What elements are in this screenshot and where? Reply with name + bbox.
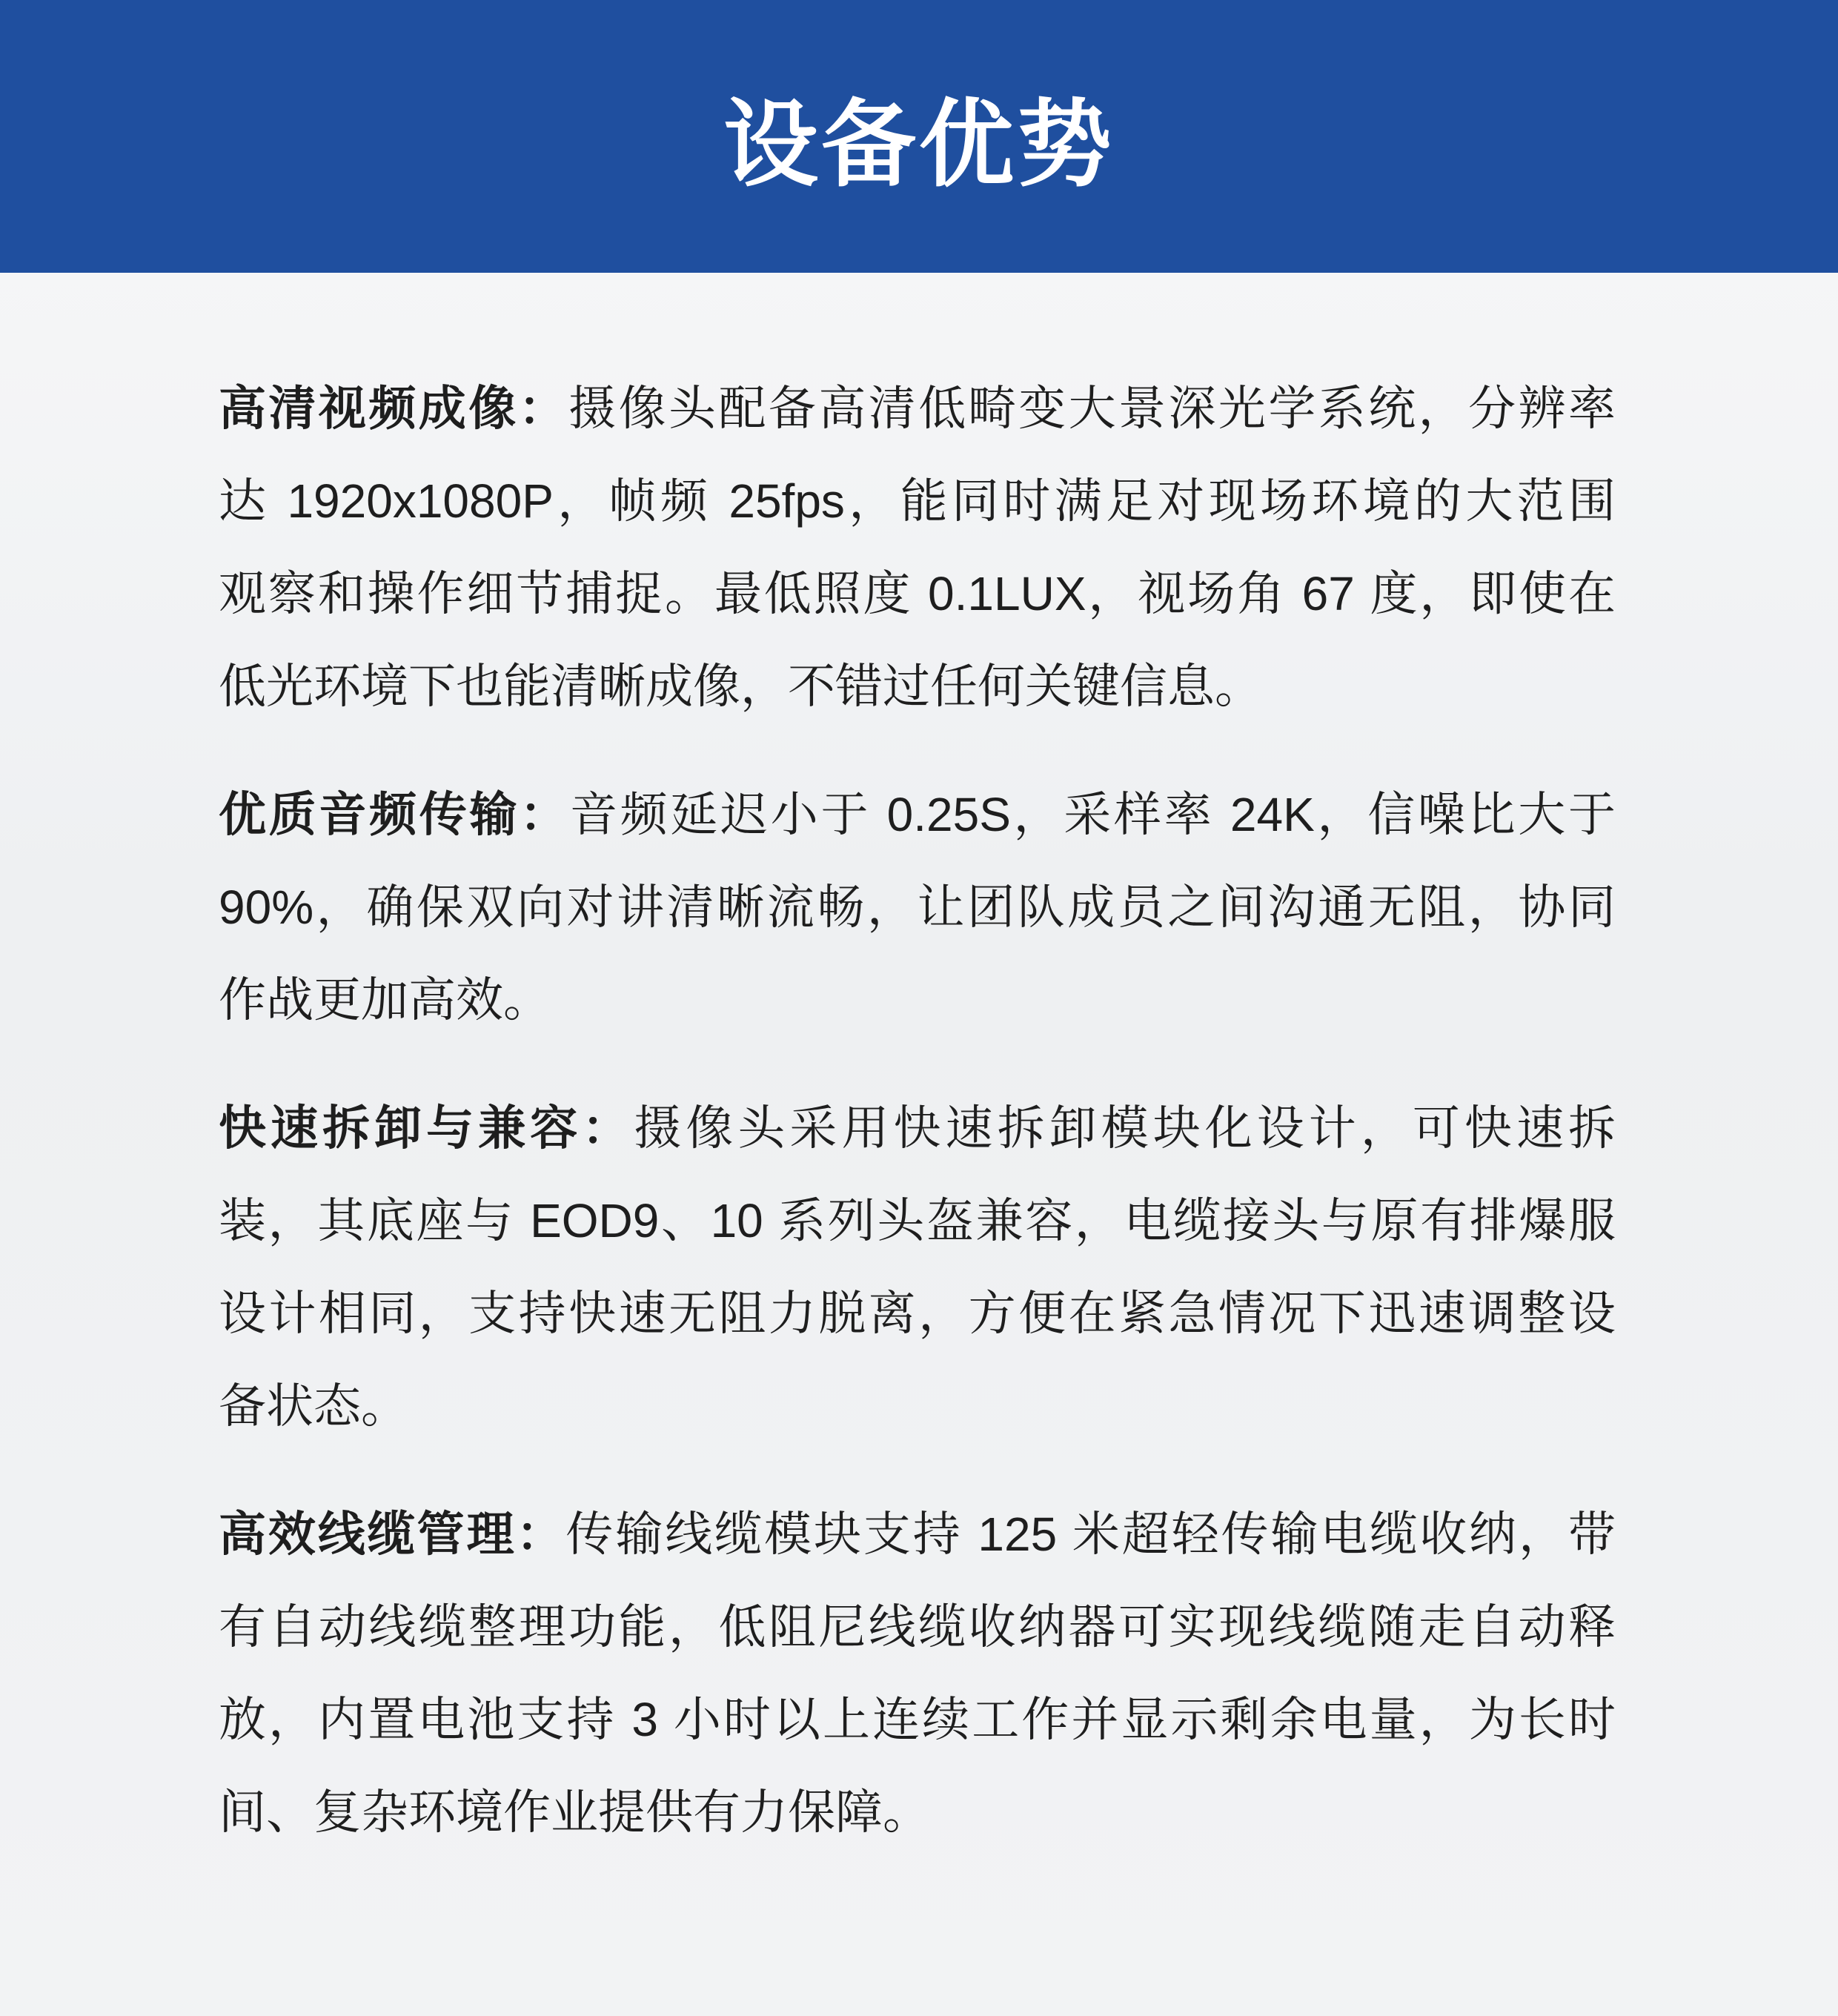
paragraph-heading: 高效线缆管理： [219,1508,566,1561]
paragraph-audio: 优质音频传输：音频延迟小于 0.25S，采样率 24K，信噪比大于 90%，确保双向对讲清晰流畅，让团队成员之间沟通无阻，协同 作战更加高效。 [219,788,1616,1027]
content [219,362,1616,1894]
page-title: 设备优势 [723,92,1115,198]
paragraph-quick-release: 快速拆卸与兼容：摄像头采用快速拆卸模块化设计，可快速拆 装，其底座与 EOD9、10 系列头盔兼容，电缆接头与原有排爆服 设计相同，支持快速无阻力脱离，方便在紧急情况下迅速调整设 备状态。 [219,1101,1616,1433]
paragraph-heading: 高清视频成像： [219,382,569,435]
header-banner [0,0,1838,273]
paragraph-heading: 优质音频传输： [219,788,570,841]
paragraph-heading: 快速拆卸与兼容： [219,1101,634,1155]
paragraph-cable-management: 高效线缆管理：传输线缆模块支持 125 米超轻传输电缆收纳，带 有自动线缆整理功能，低阻尼线缆收纳器可实现线缆随走自动释 放，内置电池支持 3 小时以上连续工作并显示剩余电量，为长时 间、复杂环境作业提供有力保障。 [219,1508,1616,1839]
paragraph-hd-video: 高清视频成像：摄像头配备高清低畸变大景深光学系统，分辨率 达 1920x1080P，帧频 25fps，能同时满足对现场环境的大范围 观察和操作细节捕捉。最低照度 0.1LUX，视场角 67 度，即使在 低光环境下也能清晰成像，不错过任何关键信息。 [219,382,1616,713]
